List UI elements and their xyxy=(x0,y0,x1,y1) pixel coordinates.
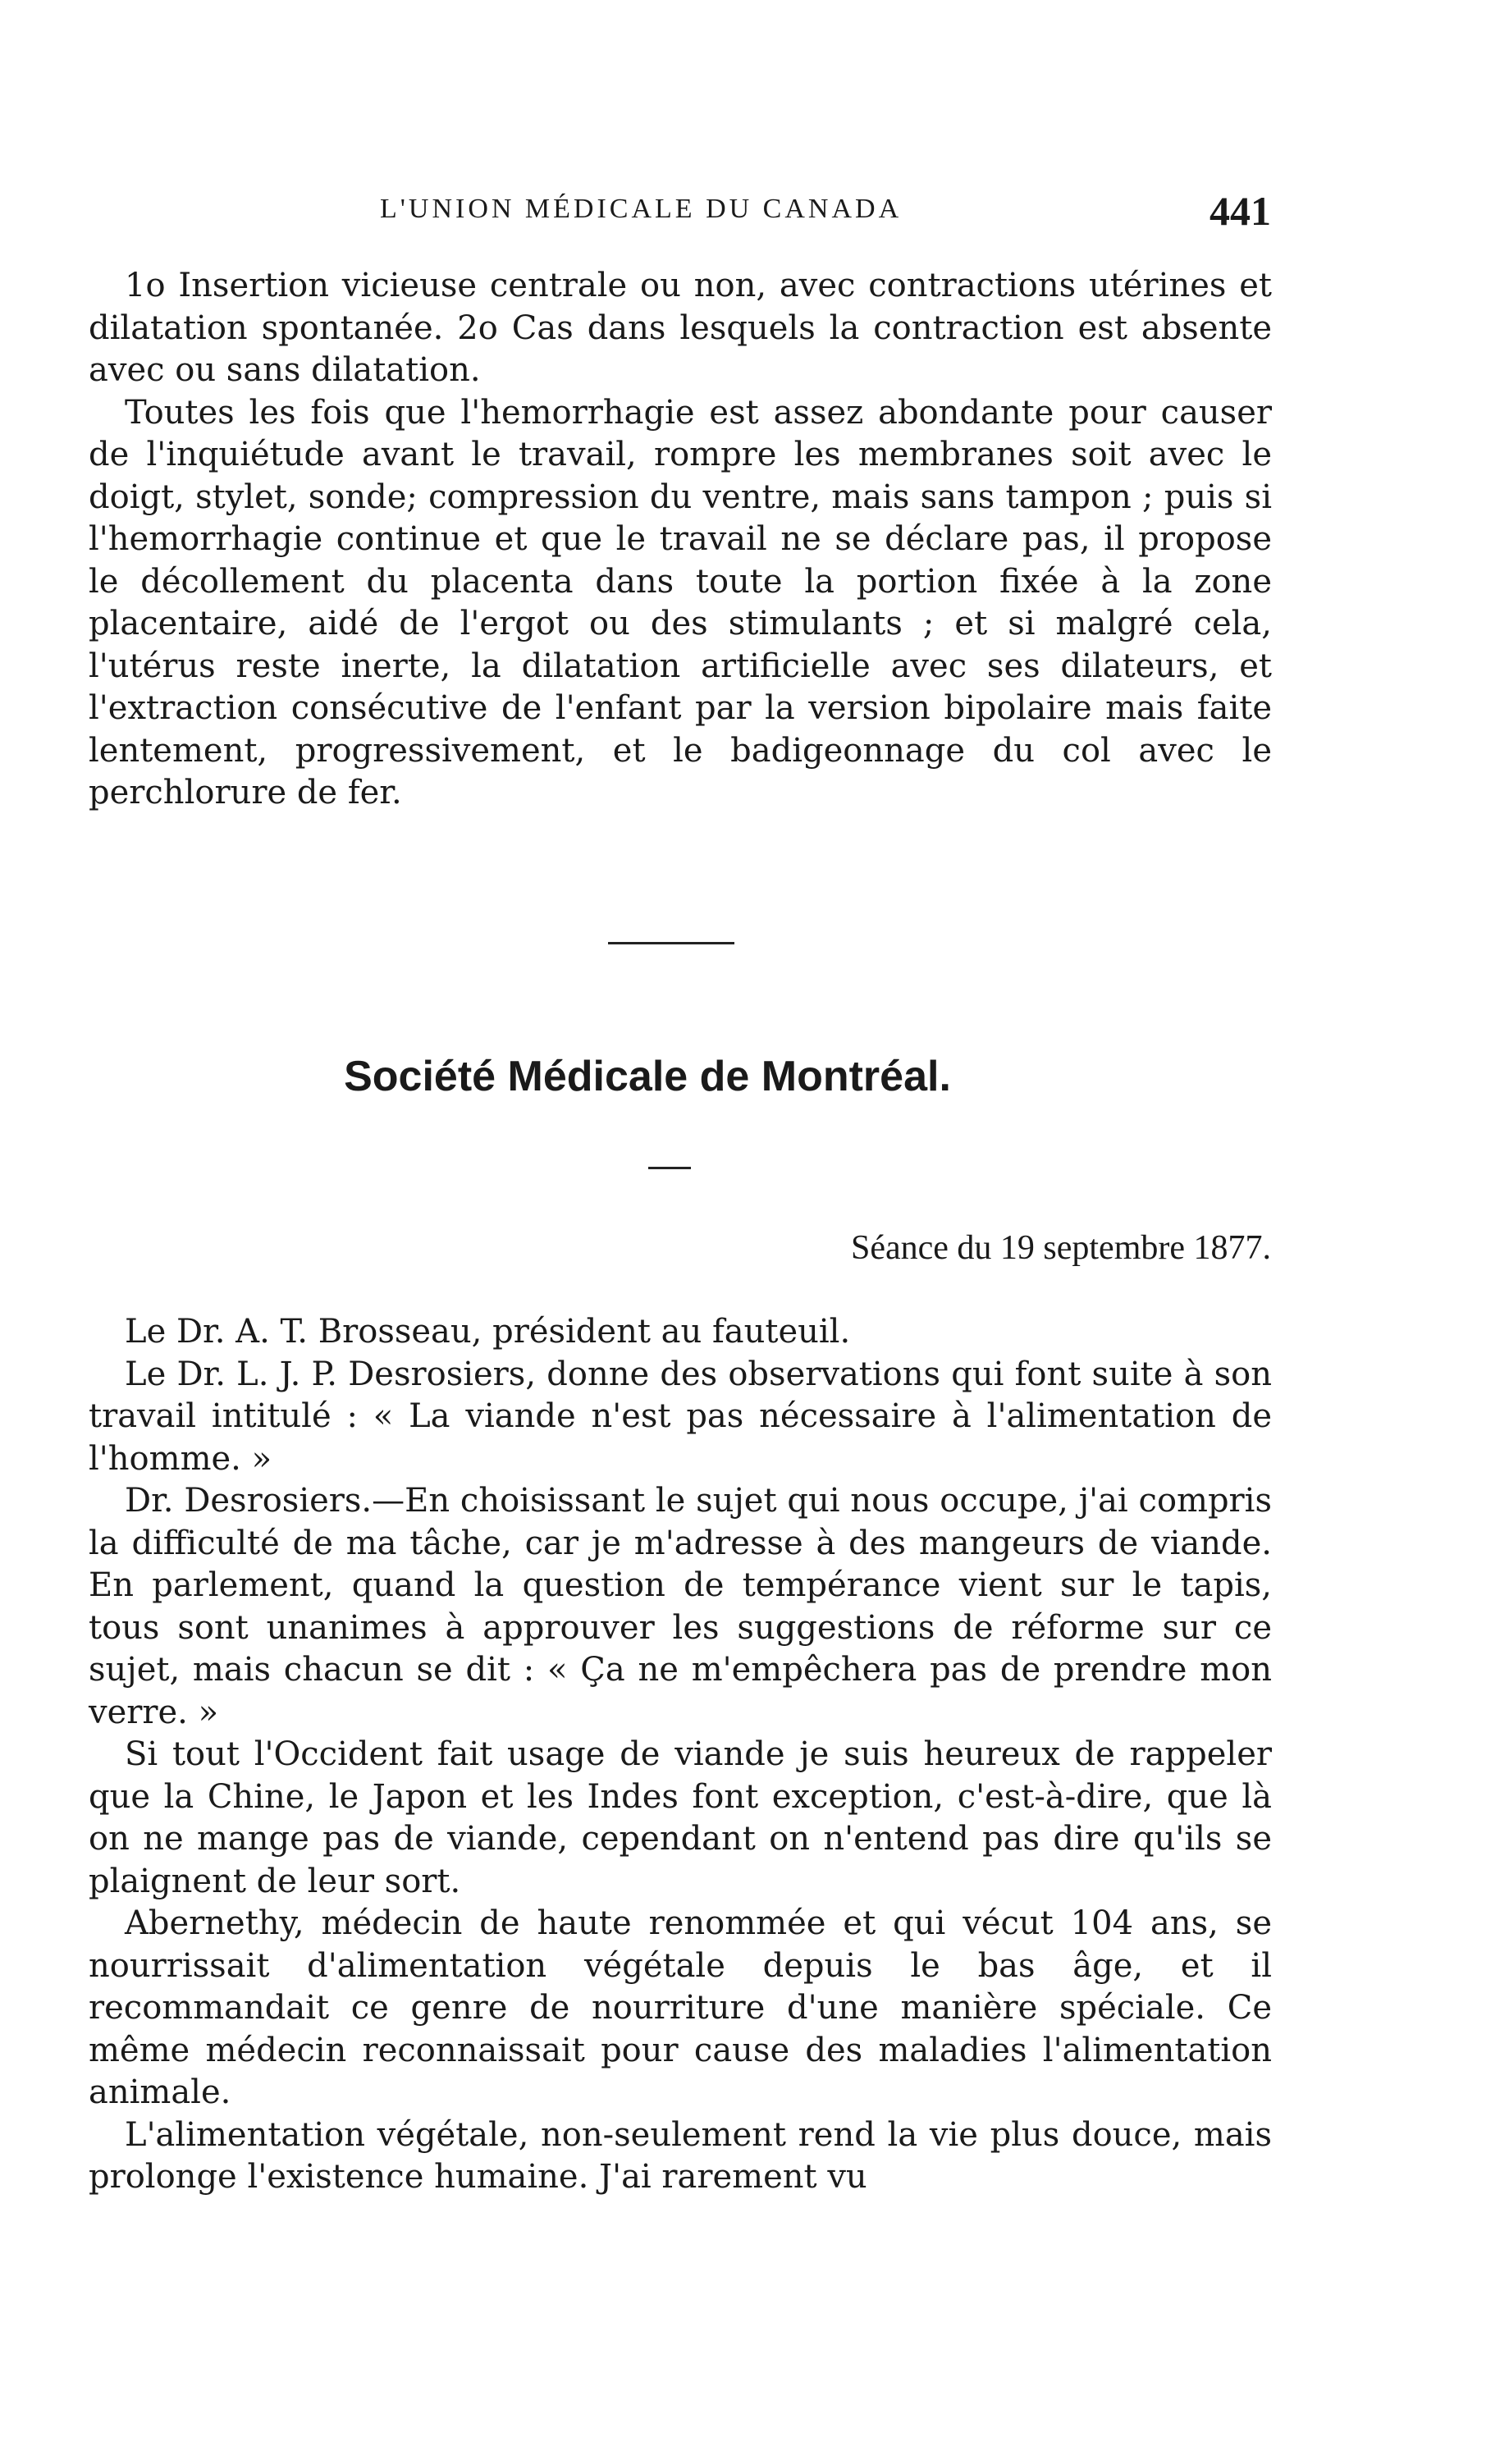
paragraph: Le Dr. L. J. P. Desrosiers, donne des observations qui font suite à son travail intitulé : « La viande n'est pas nécessaire à l'alimentation de l'homme. » xyxy=(89,1355,1272,1478)
section-divider xyxy=(608,942,734,944)
paragraph: 1o Insertion vicieuse centrale ou non, avec contractions utérines et dilatation spontanée. 2o Cas dans lesquels la contraction est absente avec ou sans dilatation. xyxy=(89,267,1272,389)
paragraph: Le Dr. A. T. Brosseau, président au fauteuil. xyxy=(125,1313,851,1351)
section-title: Société Médicale de Montréal. xyxy=(344,1053,951,1100)
page-number: 441 xyxy=(1209,188,1271,234)
section-1-text xyxy=(89,265,1272,815)
paragraph: Dr. Desrosiers.—En choisissant le sujet qui nous occupe, j'ai compris la difficulté de ma tâche, car je m'adresse à des mangeurs de viande. En parlement, quand la question de tempérance vient sur le tapis, tous sont unanimes à approuver les suggestions de réforme sur ce sujet, mais chacun se dit : « Ça ne m'empêchera pas de prendre mon verre. » xyxy=(89,1482,1272,1731)
running-head: L'UNION MÉDICALE DU CANADA xyxy=(380,194,903,224)
title-divider xyxy=(648,1167,691,1169)
paragraph: Abernethy, médecin de haute renommée et qui vécut 104 ans, se nourrissait d'alimentation végétale depuis le bas âge, et il recommandait ce genre de nourriture d'une manière spéciale. Ce même médecin reconnaissait pour cause des maladies l'alimentation animale. xyxy=(89,1904,1272,2111)
section-2-text xyxy=(89,1311,1272,2199)
paragraph: Si tout l'Occident fait usage de viande je suis heureux de rappeler que la Chine, le Japon et les Indes font exception, c'est-à-dire, que là on ne mange pas de viande, cependant on n'entend pas dire qu'ils se plaignent de leur sort. xyxy=(89,1735,1272,1900)
paragraph: L'alimentation végétale, non-seulement rend la vie plus douce, mais prolonge l'existence humaine. J'ai rarement vu xyxy=(89,2115,1272,2196)
paragraph: Toutes les fois que l'hemorrhagie est assez abondante pour causer de l'inquiétude avant le travail, rompre les membranes soit avec le doigt, stylet, sonde; compression du ventre, mais sans tampon ; puis si l'hemorrhagie continue et que le travail ne se déclare pas, il propose le décollement du placenta dans toute la portion fixée à la zone placentaire, aidé de l'ergot ou des stimulants ; et si malgré cela, l'utérus reste inerte, la dilatation artificielle avec ses dilateurs, et l'extraction consécutive de l'enfant par la version bipolaire mais faite lentement, progressivement, et le badigeonnage du col avec le perchlorure de fer. xyxy=(89,393,1272,811)
page-header xyxy=(89,187,1271,245)
session-date: Séance du 19 septembre 1877. xyxy=(850,1229,1271,1267)
